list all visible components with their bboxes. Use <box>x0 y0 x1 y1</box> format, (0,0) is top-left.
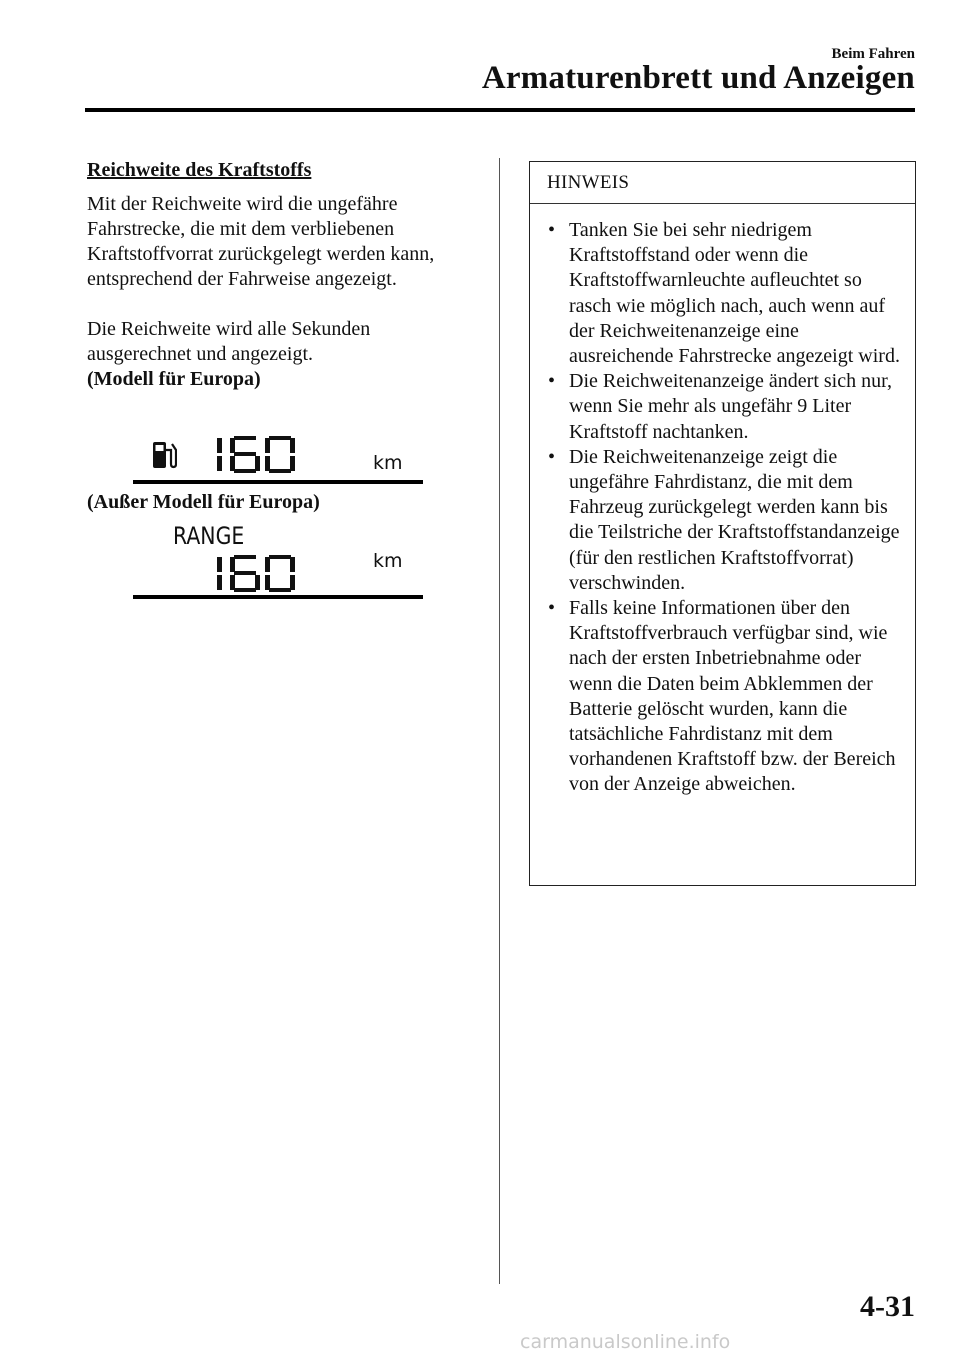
note-item <box>547 369 905 445</box>
bullet-icon: • <box>548 597 556 620</box>
range-caption: RANGE <box>173 522 245 550</box>
unit-km: km <box>373 452 403 474</box>
paragraph-update-interval: Die Reichweite wird alle Sekunden ausgerechnet und angezeigt. <box>87 318 371 365</box>
subsection-heading: Reichweite des Kraftstoffs <box>87 159 312 181</box>
label-outside-europe-model: (Außer Modell für Europa) <box>87 491 320 513</box>
column-divider <box>499 158 500 1284</box>
note-box <box>529 161 916 886</box>
range-digits <box>211 555 361 593</box>
note-item-text: Tanken Sie bei sehr niedrigem Kraftstoffstand oder wenn die Kraftstoffwarnleuchte aufleuchtet so rasch wie möglich nach, auch wenn auf der Reichweitenanzeige eine ausreichende Fahrstrecke angezeigt wird. <box>569 219 900 368</box>
paragraph-intro: Mit der Reichweite wird die ungefähre Fahrstrecke, die mit dem verbliebenen Kraftstoffvorrat zurückgelegt werden kann, entsprechend der Fahrweise angezeigt. <box>87 193 435 290</box>
unit-km: km <box>373 550 403 572</box>
range-digits <box>211 436 361 474</box>
note-item-text: Die Reichweitenanzeige zeigt die ungefähre Fahrdistanz, die mit dem Fahrzeug zurückgelegt werden kann bis die Teilstriche der Kraftstoffstandanzeige (für den restlichen Kraftstoffvorrat) verschwinden. <box>569 445 900 594</box>
bullet-icon: • <box>548 370 556 393</box>
note-item <box>547 218 905 369</box>
display-baseline <box>133 480 423 484</box>
range-display-europe <box>133 430 423 488</box>
left-column <box>87 158 467 392</box>
watermark: carmanualsonline.info <box>520 1331 731 1353</box>
label-europe-model: (Modell für Europa) <box>87 368 261 390</box>
page-number: 4-31 <box>860 1290 915 1323</box>
display-baseline <box>133 595 423 599</box>
note-heading: HINWEIS <box>530 162 915 204</box>
chapter-label: Beim Fahren <box>831 46 915 62</box>
note-item-text: Falls keine Informationen über den Kraftstoffverbrauch verfügbar sind, wie nach der ersten Inbetriebnahme oder wenn die Daten beim Abklemmen der Batterie gelöscht wurden, kann die tatsächliche Fahrdistanz mit dem vorhandenen Kraftstoff bzw. der Bereich von der Anzeige abweichen. <box>569 597 896 796</box>
note-list <box>530 204 915 798</box>
header-rule <box>85 108 915 112</box>
bullet-icon: • <box>548 445 556 468</box>
fuel-pump-icon <box>151 438 177 470</box>
note-item <box>547 596 905 798</box>
note-item <box>547 445 905 596</box>
bullet-icon: • <box>548 219 556 241</box>
note-item-text: Die Reichweitenanzeige ändert sich nur, wenn Sie mehr als ungefähr 9 Liter Kraftstoff nachtanken. <box>569 370 892 443</box>
range-display-other <box>133 522 423 602</box>
section-title: Armaturenbrett und Anzeigen <box>481 60 915 96</box>
